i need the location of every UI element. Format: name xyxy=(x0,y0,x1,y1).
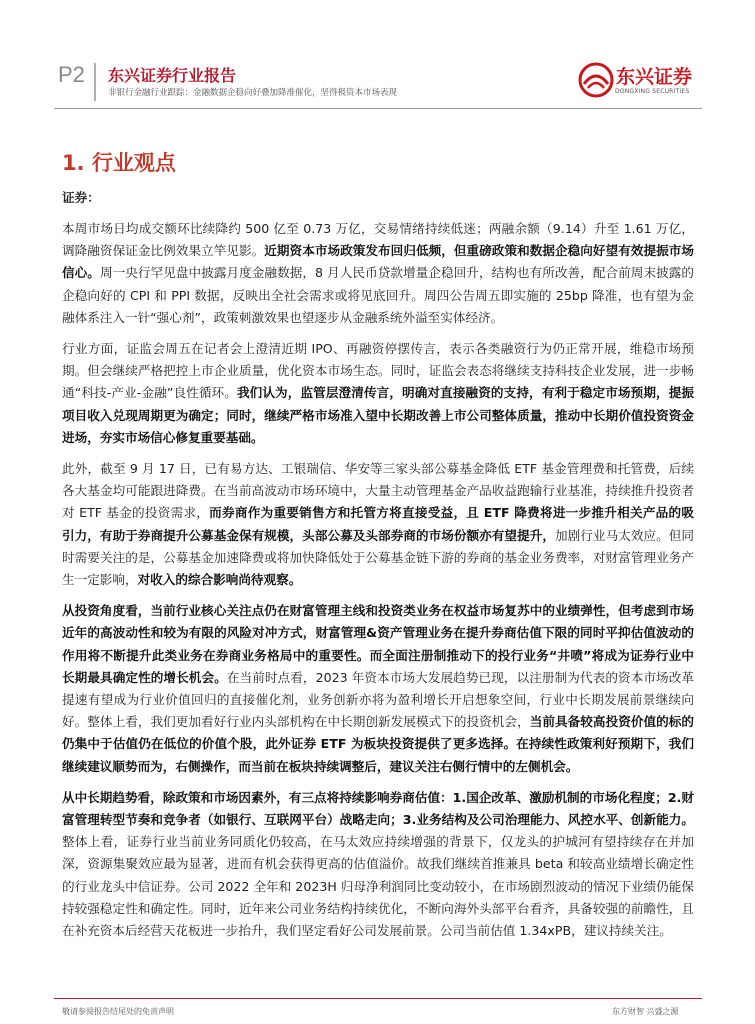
page-header xyxy=(0,0,755,105)
emphasis-text: 我们认为，监管层澄清传言，明确对直接融资的支持，有利于稳定市场预期，提振项目收入兑现周期更为确定；同时，继续严格市场准入望中长期改善上市公司整体质量，推动中长期价值投资资金进场，夯实市场信心修复重要基础。 xyxy=(62,385,695,445)
header-rule xyxy=(54,108,702,109)
footer-slogan: 东方财智 兴盛之源 xyxy=(612,1007,679,1016)
body-text: 本周市场日均成交额环比续降约 500 亿至 0.73 万亿，交易情绪持续低迷；两融余额（9.14）升至 1.61 万亿，调降融资保证金比例效果立竿见影。 xyxy=(62,221,694,259)
body-text: 加剧行业马太效应。但同时需要关注的是，公募基金加速降费或将加快降低处于公募基金链下游的券商的基金业务费率，对财富管理业务产生一定影响， xyxy=(62,527,695,588)
paragraph-2 xyxy=(62,338,694,449)
logo-english: DONGXING SECURITIES xyxy=(615,88,690,95)
emphasis-text: 从中长期趋势看，除政策和市场因素外，有三点将持续影响券商估值：1.国企改革、激励机制的市场化程度；2.财富管理转型节奏和竞争者（如银行、互联网平台）战略走向；3.业务结构及公司治理能力、风控水平、创新能力。 xyxy=(62,789,694,828)
logo-text: 东兴证券 xyxy=(616,66,693,88)
emphasis-text: 而券商作为重要销售方和托管方将直接受益，且 ETF 降费将进一步推升相关产品的吸引力，有助于券商提升公募基金保有规模，头部公募及头部券商的市场份额亦有望提升， xyxy=(62,505,694,543)
report-subtitle: 非银行金融行业跟踪：金融数据企稳向好叠加降准催化，坚得极资本市场表现 xyxy=(108,88,398,98)
securities-label: 证券： xyxy=(62,190,100,205)
section-title: 1. 行业观点 xyxy=(62,151,176,175)
paragraph-4 xyxy=(62,600,694,778)
paragraph-5 xyxy=(62,787,694,942)
paragraph-1 xyxy=(62,218,694,329)
paragraph-3 xyxy=(62,458,694,591)
body-text: 此外，截至 9 月 17 日，已有易方达、工银瑞信、华安等三家头部公募基金降低 ETF 基金管理费和托管费，后续各大基金均可能跟进降费。在当前高波动市场环境中，大量主动管理基金产品收益跑输行业基准，持续推升投资者对 ETF 基金的投资需求， xyxy=(62,461,694,521)
report-body xyxy=(62,187,694,951)
logo-emblem-icon xyxy=(578,62,614,98)
emphasis-text: 从投资角度看，当前行业核心关注点仍在财富管理主线和投资类业务在权益市场复苏中的业绩弹性，但考虑到市场近年的高波动性和较为有限的风险对冲方式，财富管理&资产管理业务在提升券商估值下限的同时平抑估值波动的作用将不断提升此类业务在券商业务格局中的重要性。而全面注册制推动下的投行业务“井喷”将成为证券行业中长期最具确定性的增长机会。 xyxy=(62,603,694,685)
emphasis-text: 近期资本市场政策发布回归低频，但重磅政策和数据企稳向好望有效提振市场信心。 xyxy=(62,243,695,281)
body-text: 周一央行罕见盘中披露月度金融数据，8 月人民币贷款增量企稳回升，结构也有所改善，配合前周末披露的企稳向好的 CPI 和 PPI 数据，反映出全社会需求或将见底回升。周四公告周五即实施的 25bp 降准，也有望为金融体系注入一针“强心剂”，政策刺激效果也望逐步从金融系统外溢至实体经济。 xyxy=(62,265,694,325)
page-number: P2 xyxy=(58,62,85,87)
header-divider xyxy=(94,63,96,101)
body-text: 在当前时点看，2023 年资本市场大发展趋势已现，以注册制为代表的资本市场改革提速有望成为行业价值回归的直接催化剂，业务创新亦将为盈利增长开启想象空间，行业中长期发展前景继续向好。整体上看，我们更加看好行业内头部机构在中长期创新发展模式下的投资机会， xyxy=(62,669,695,730)
report-title: 东兴证券行业报告 xyxy=(108,66,237,85)
emphasis-text: 当前具备较高投资价值的标的仍集中于估值仍在低位的价值个股，此外证券 ETF 为板块投资提供了更多选择。在持续性政策利好预期下，我们继续建议顺势而为，右侧操作，而当前在板块持续调整后，建议关注右侧行情中的左侧机会。 xyxy=(62,714,695,774)
body-text: 整体上看，证券行业当前业务同质化仍较高，在马太效应持续增强的背景下，仅龙头的护城河有望持续存在并加深，资源集聚效应最为显著，进而有机会获得更高的估值溢价。故我们继续首推兼具 beta 和较高业绩增长确定性的行业龙头中信证券。公司 2022 全年和 2023H 归母净利润同比变动较小，在市场剧烈波动的情况下业绩仍能保持较强稳定性和确定性。同时，近年来公司业务结构持续优化，不断向海外头部平台看齐，具备较强的前瞻性，且在补充资本后经营天花板进一步抬升，我们坚定看好公司发展前景。公司当前估值 1.34xPB，建议持续关注。 xyxy=(62,834,694,939)
company-logo xyxy=(578,58,698,102)
disclaimer-note: 敬请参阅报告结尾处的免责声明 xyxy=(62,1007,174,1016)
footer-rule xyxy=(54,998,702,999)
emphasis-text: 对收入的综合影响尚待观察。 xyxy=(137,572,302,588)
body-text: 行业方面，证监会周五在记者会上澄清近期 IPO、再融资停摆传言，表示各类融资行为仍正常开展，维稳市场预期。但会继续严格把控上市企业质量，优化资本市场生态。同时，证监会表态将继续支持科技企业发展，进一步畅通“科技-产业-金融”良性循环。 xyxy=(62,341,694,401)
